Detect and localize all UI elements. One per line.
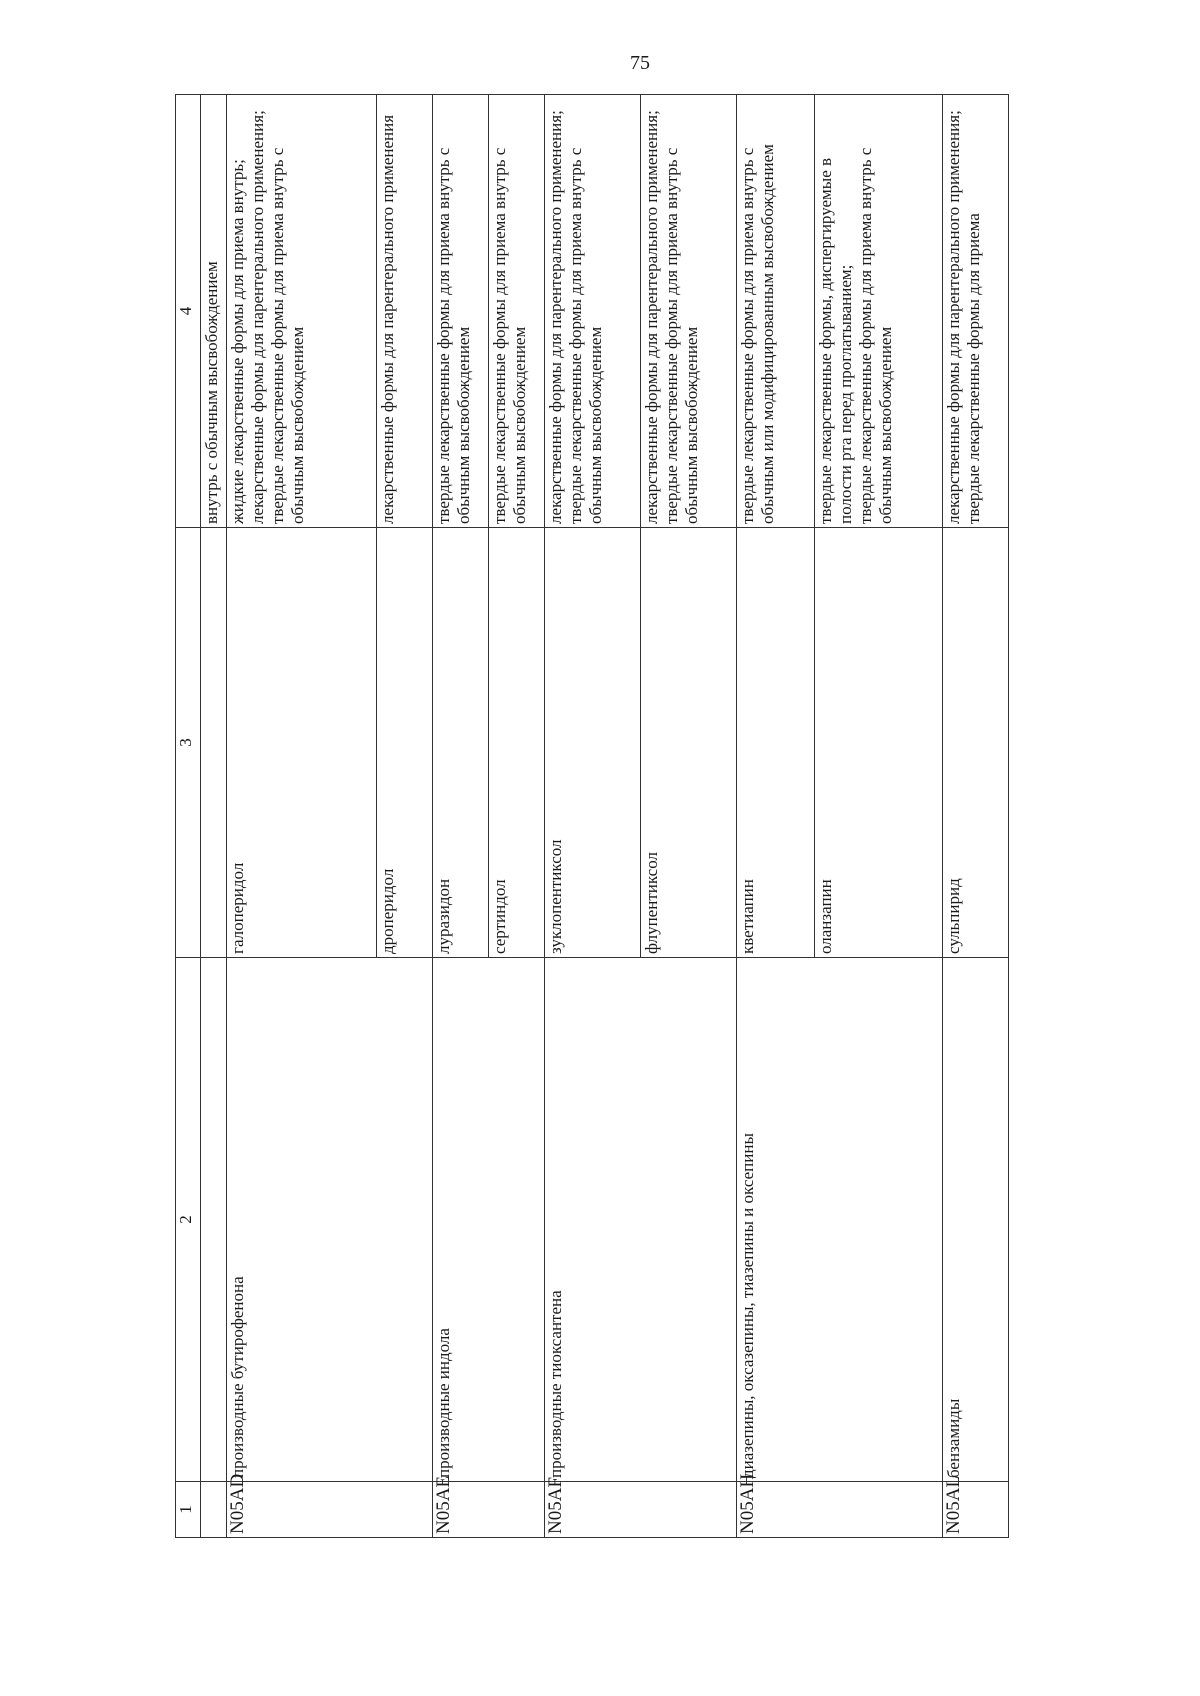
forms-cell [489,95,545,528]
table-row [433,95,489,1538]
form-line: лекарственные формы для парентерального применения; [546,110,565,524]
form-line: лекарственные формы для парентерального применения; [944,110,963,524]
drug-cell: зуклопентиксол [545,528,641,958]
header-col-1: 1 [176,1482,201,1538]
drug-cell: оланзапин [815,528,943,958]
table-row [737,95,815,1538]
form-line: твердые лекарственные формы для приема внутрь с обычным или модифицированным высвобождением [738,144,777,524]
drug-cell [201,528,227,958]
group-cell: диазепины, оксазепины, тиазепины и оксепины [737,958,815,1482]
form-line: твердые лекарственные формы для приема внутрь с обычным высвобождением [662,147,701,524]
forms-cell [943,95,1009,528]
forms-cell [737,95,815,528]
form-line: твердые лекарственные формы для приема внутрь с обычным высвобождением [268,147,307,524]
group-cell: бензамиды [943,958,1009,1482]
form-line: внутрь с обычным высвобождением [202,261,221,524]
table-row [227,95,377,1538]
group-cell [815,958,943,1482]
form-line: лекарственные формы для парентерального применения [378,114,397,524]
form-line: твердые лекарственные формы, диспергируемые в полости рта перед проглатыванием; [816,157,855,524]
code-cell: N05AF [545,1482,641,1538]
forms-cell [545,95,641,528]
group-cell [641,958,737,1482]
table-row [201,95,227,1538]
form-line: твердые лекарственные формы для приема внутрь с обычным высвобождением [566,147,605,524]
code-cell: N05AD [227,1482,377,1538]
drug-cell: галоперидол [227,528,377,958]
header-col-3: 3 [176,528,201,958]
form-line: твердые лекарственные формы для приема внутрь с обычным высвобождением [434,147,473,524]
page-number: 75 [630,52,650,74]
form-line: твердые лекарственные формы для приема внутрь с обычным высвобождением [856,147,895,524]
table-row [943,95,1009,1538]
drug-cell: сульпирид [943,528,1009,958]
rotated-table-wrapper [175,95,1007,1538]
code-cell: N05AL [943,1482,1009,1538]
form-line: твердые лекарственные формы для приема внутрь с обычным высвобождением [490,147,529,524]
drug-table [175,94,1009,1538]
drug-cell: кветиапин [737,528,815,958]
group-cell [489,958,545,1482]
forms-cell [433,95,489,528]
header-col-4: 4 [176,95,201,528]
forms-cell [377,95,433,528]
drug-cell: флупентиксол [641,528,737,958]
table-row [545,95,641,1538]
table-row [377,95,433,1538]
code-cell [377,1482,433,1538]
table-row [815,95,943,1538]
drug-cell: луразидон [433,528,489,958]
form-line: лекарственные формы для парентерального применения; [248,110,267,524]
code-cell: N05AE [433,1482,489,1538]
header-col-2: 2 [176,958,201,1482]
code-cell [815,1482,943,1538]
drug-cell: сертиндол [489,528,545,958]
code-cell [201,1482,227,1538]
table-row [641,95,737,1538]
header-row [176,95,201,1538]
group-cell: производные тиоксантена [545,958,641,1482]
form-line: твердые лекарственные формы для приема [964,213,983,524]
forms-cell [641,95,737,528]
code-cell [641,1482,737,1538]
forms-cell [201,95,227,528]
drug-cell: дроперидол [377,528,433,958]
form-line: жидкие лекарственные формы для приема внутрь; [228,159,247,524]
group-cell: производные индола [433,958,489,1482]
code-cell: N05AH [737,1482,815,1538]
group-cell [377,958,433,1482]
group-cell [201,958,227,1482]
group-cell: производные бутирофенона [227,958,377,1482]
table-row [489,95,545,1538]
form-line: лекарственные формы для парентерального применения; [642,110,661,524]
forms-cell [227,95,377,528]
forms-cell [815,95,943,528]
code-cell [489,1482,545,1538]
